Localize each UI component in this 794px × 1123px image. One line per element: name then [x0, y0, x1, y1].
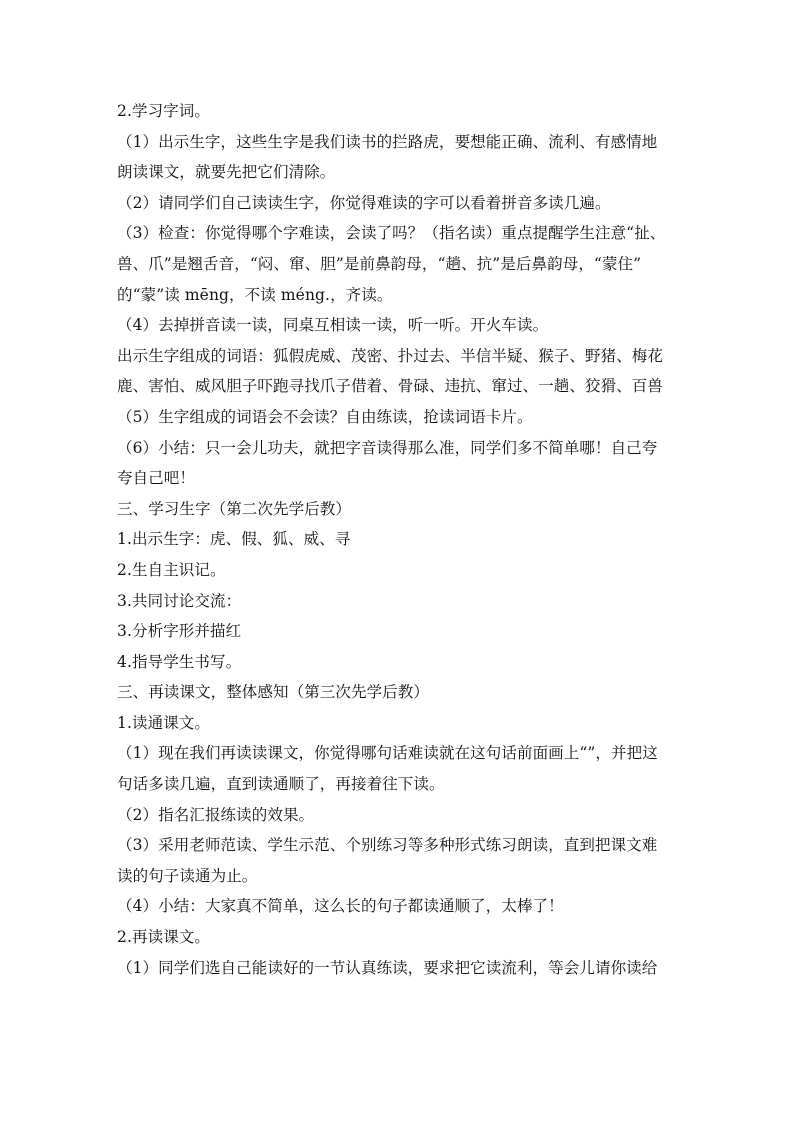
- document-page: [117, 96, 677, 983]
- text-line: 2.学习字词。: [117, 102, 210, 120]
- text-line: 3.分析字形并描红: [117, 622, 242, 641]
- text-line: 读的句子读通为止。: [117, 866, 258, 885]
- text-line: （5）生字组成的词语会不会读？自由练读，抢读词语卡片。: [117, 407, 533, 426]
- text-line: （6）小结：只一会儿功夫，就把字音读得那么准，同学们多不简单哪！自己夸: [117, 438, 658, 457]
- text-line: 兽、爪”是翘舌音，“闷、窜、胆”是前鼻韵母，“趟、抗”是后鼻韵母，“蒙住”: [117, 254, 642, 273]
- section-heading: 三、学习生字（第二次先学后教）: [117, 499, 352, 518]
- text-line: （4）去掉拼音读一读，同桌互相读一读，听一听。开火车读。: [117, 316, 549, 335]
- text-line: 鹿、害怕、威风胆子吓跑寻找爪子借着、骨碌、违抗、窜过、一趟、狡猾、百兽: [117, 377, 664, 396]
- text-line: 句话多读几遍，直到读通顺了，再接着往下读。: [117, 775, 445, 794]
- text-line: 4.指导学生书写。: [117, 652, 242, 671]
- text-line: （1）同学们选自己能读好的一节认真练读，要求把它读流利，等会儿请你读给: [117, 958, 658, 977]
- text-line: （2）指名汇报练读的效果。: [117, 805, 315, 824]
- text-line: （4）小结：大家真不简单，这么长的句子都读通顺了，太棒了！: [117, 897, 564, 916]
- text-line: 朗读课文，就要先把它们清除。: [117, 163, 336, 182]
- text-line: 1.出示生字：虎、假、狐、威、寻: [117, 530, 351, 549]
- text-line: （3）检查：你觉得哪个字难读，会读了吗？（指名读）重点提醒学生注意“扯、: [117, 224, 666, 243]
- text-line: 2.生自主识记。: [117, 560, 226, 579]
- text-line: （3）采用老师范读、学生示范、个别练习等多种形式练习朗读，直到把课文难: [117, 836, 658, 855]
- section-heading: 三、再读课文，整体感知（第三次先学后教）: [117, 683, 430, 702]
- text-line: 2.再读课文。: [117, 928, 210, 947]
- text-line: （1）出示生字，这些生字是我们读书的拦路虎，要想能正确、流利、有感情地: [117, 132, 658, 151]
- text-line: 出示生字组成的词语：狐假虎威、茂密、扑过去、半信半疑、猴子、野猪、梅花: [117, 346, 664, 365]
- text-line: 3.共同讨论交流：: [117, 591, 242, 610]
- text-line: （1）现在我们再读读课文，你觉得哪句话难读就在这句话前面画上“”，并把这: [117, 744, 658, 763]
- text-line: 夸自己吧！: [117, 469, 196, 488]
- text-line: （2）请同学们自己读读生字，你觉得难读的字可以看着拼音多读几遍。: [117, 193, 611, 212]
- text-line: 的“蒙”读 mēng，不读 méng.，齐读。: [117, 285, 393, 304]
- text-line: 1.读通课文。: [117, 713, 210, 732]
